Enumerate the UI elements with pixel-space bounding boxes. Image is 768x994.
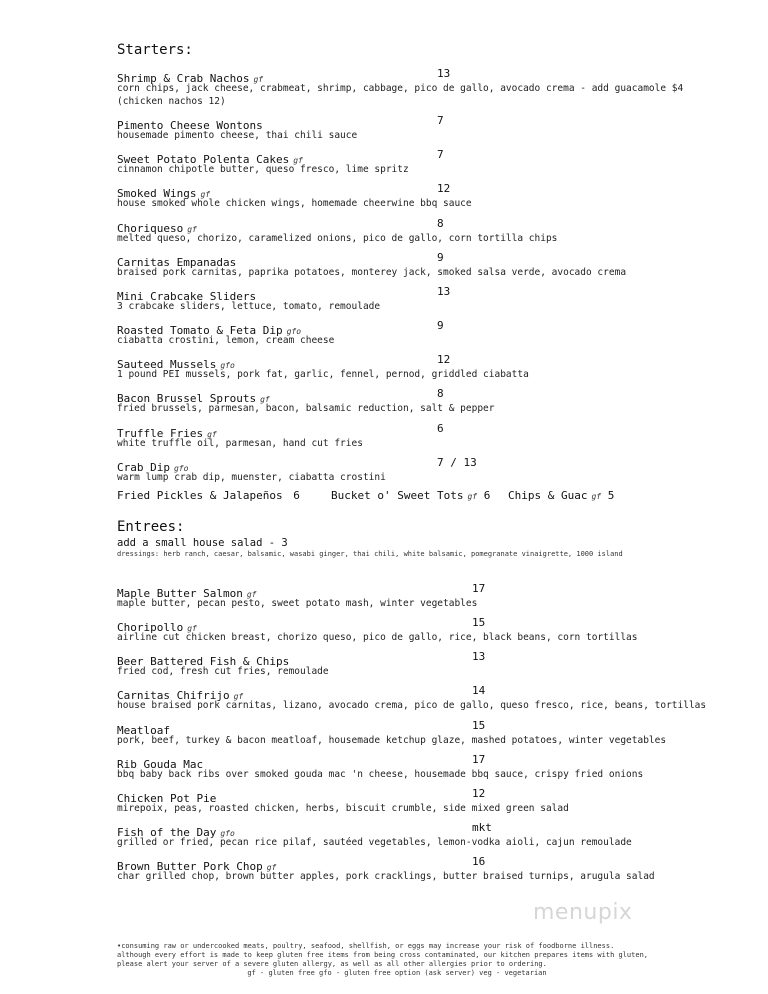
item-description: corn chips, jack cheese, crabmeat, shrimp, cabbage, pico de gallo, avocado crema - add guacamole $4 [117,83,684,94]
menu-item [117,456,737,484]
item-price: 7 [437,148,444,161]
menu-item [117,217,737,245]
item-price: 13 [437,285,451,298]
item-price: mkt [472,821,492,834]
disclaimer-line: •consuming raw or undercooked meats, poultry, seafood, shellfish, or eggs may increase your risk of foodborne illness. [117,942,615,950]
diet-tag: gf [207,430,217,439]
item-price: 9 [437,251,444,264]
item-description: pork, beef, turkey & bacon meatloaf, housemade ketchup glaze, mashed potatoes, winter vegetables [117,735,667,746]
menu-item [117,821,737,849]
item-name: Choriqueso [117,222,184,235]
item-price: 12 [437,353,451,366]
item-name: Bacon Brussel Sprouts [117,392,257,405]
menu-item [117,616,737,644]
item-name: Smoked Wings [117,187,197,200]
item-name: Shrimp & Crab Nachos [117,72,250,85]
item-price: 7 / 13 [437,456,477,469]
menu-item [117,319,737,347]
item-price: 17 [472,582,486,595]
item-description: braised pork carnitas, paprika potatoes, monterey jack, smoked salsa verde, avocado crema [117,267,627,278]
item-name: Rib Gouda Mac [117,758,204,771]
menu-item [117,182,737,210]
item-price: 7 [437,114,444,127]
menu-item [117,855,737,883]
item-name: Fish of the Day [117,826,217,839]
item-description: housemade pimento cheese, thai chili sauce [117,130,358,141]
diet-tag: gf [266,863,277,872]
menu-item [117,67,737,108]
item-name: Mini Crabcake Sliders [117,290,257,303]
menu-item [117,422,737,450]
item-name: Roasted Tomato & Feta Dip [117,324,283,337]
item-description: warm lump crab dip, muenster, ciabatta crostini [117,472,386,483]
diet-tag: gf [293,156,303,165]
item-name: Truffle Fries [117,427,204,440]
menu-item [117,353,737,381]
item-name: Choripollo [117,621,184,634]
item-description: white truffle oil, parmesan, hand cut fries [117,438,363,449]
menu-item [117,285,737,313]
diet-tag: gf [260,395,270,404]
item-description: melted queso, chorizo, caramelized onions, pico de gallo, corn tortilla chips [117,233,558,244]
item-price: 9 [437,319,444,332]
item-description: ciabatta crostini, lemon, cream cheese [117,335,335,346]
disclaimer-line: although every effort is made to keep gluten free items from being cross contaminated, our kitchen prepares items with gluten, [117,951,649,959]
item-price: 13 [437,67,451,80]
diet-tag: gf [187,225,197,234]
diet-tag: gf [200,190,211,199]
item-description: 1 pound PEI mussels, pork fat, garlic, fennel, pernod, griddled ciabatta [117,369,529,380]
diet-tag: gfo [286,327,302,336]
item-description: char grilled chop, brown butter apples, pork cracklings, butter braised turnips, arugula salad [117,871,655,882]
starters-heading: Starters: [117,42,193,58]
diet-tag: gfo [173,464,189,473]
diet-tag: gf [187,624,197,633]
item-name: Maple Butter Salmon [117,587,243,600]
allergy-disclaimer [117,942,677,978]
menu-item [117,650,737,678]
entrees-heading: Entrees: [117,519,185,535]
diet-legend: gf - gluten free gfo - gluten free option (ask server) veg - vegetarian [247,969,547,977]
menu-item [117,787,737,815]
item-price: 17 [472,753,486,766]
item-name: Chicken Pot Pie [117,792,217,805]
item-description: maple butter, pecan pesto, sweet potato mash, winter vegetables [117,598,478,609]
item-price: 8 [437,217,444,230]
menu-item [117,114,737,142]
item-description: cinnamon chipotle butter, queso fresco, lime spritz [117,164,409,175]
item-price: 15 [472,719,486,732]
item-description: house braised pork carnitas, lizano, avocado crema, pico de gallo, queso fresco, rice, beans, tortillas [117,700,707,711]
diet-tag: gf [233,692,244,701]
side-item: Bucket o' Sweet Tots gf 6 [331,489,491,502]
item-name: Sweet Potato Polenta Cakes [117,153,290,166]
item-price: 6 [437,422,444,435]
item-name: Beer Battered Fish & Chips [117,655,290,668]
item-price: 16 [472,855,486,868]
item-name: Pimento Cheese Wontons [117,119,263,132]
item-name: Sauteed Mussels [117,358,217,371]
item-price: 8 [437,387,444,400]
item-description: house smoked whole chicken wings, homemade cheerwine bbq sauce [117,198,472,209]
item-name: Carnitas Chifrijo [117,689,230,702]
sides-row [117,489,737,505]
item-description: mirepoix, peas, roasted chicken, herbs, biscuit crumble, side mixed green salad [117,803,569,814]
diet-tag: gf [253,75,264,84]
item-name: Brown Butter Pork Chop [117,860,263,873]
menu-item [117,251,737,279]
menu-item [117,719,737,747]
disclaimer-line: please alert your server of a severe gluten allergy, as well as all other allergies prior to ordering. [117,960,547,968]
item-price: 14 [472,684,486,697]
item-name: Meatloaf [117,724,170,737]
item-description: 3 crabcake sliders, lettuce, tomato, remoulade [117,301,381,312]
item-description: fried cod, fresh cut fries, remoulade [117,666,329,677]
item-name: Carnitas Empanadas [117,256,237,269]
item-price: 12 [437,182,451,195]
menu-item [117,753,737,781]
item-description: grilled or fried, pecan rice pilaf, sautéed vegetables, lemon-vodka aioli, cajun remoulade [117,837,632,848]
item-description: bbq baby back ribs over smoked gouda mac 'n cheese, housemade bbq sauce, crispy fried onions [117,769,644,780]
side-item: Fried Pickles & Jalapeños 6 [117,489,300,502]
house-salad-note: add a small house salad - 3 [117,537,288,549]
menu-item [117,684,737,712]
diet-tag: gfo [220,361,235,370]
menu-item [117,387,737,415]
dressings-list: dressings: herb ranch, caesar, balsamic, wasabi ginger, thai chili, white balsamic, pomegranate vinaigrette, 1000 island [117,550,623,558]
item-description: airline cut chicken breast, chorizo queso, pico de gallo, rice, black beans, corn tortillas [117,632,638,643]
item-price: 13 [472,650,486,663]
item-price: 15 [472,616,486,629]
item-name: Crab Dip [117,461,170,474]
item-price: 12 [472,787,486,800]
item-description-extra: (chicken nachos 12) [117,96,226,107]
diet-tag: gfo [220,829,235,838]
menu-item [117,582,737,610]
side-item: Chips & Guac gf 5 [508,489,615,502]
diet-tag: gf [246,590,257,599]
menu-item [117,148,737,176]
item-description: fried brussels, parmesan, bacon, balsamic reduction, salt & pepper [117,403,495,414]
watermark-logo: menupix [533,900,633,925]
